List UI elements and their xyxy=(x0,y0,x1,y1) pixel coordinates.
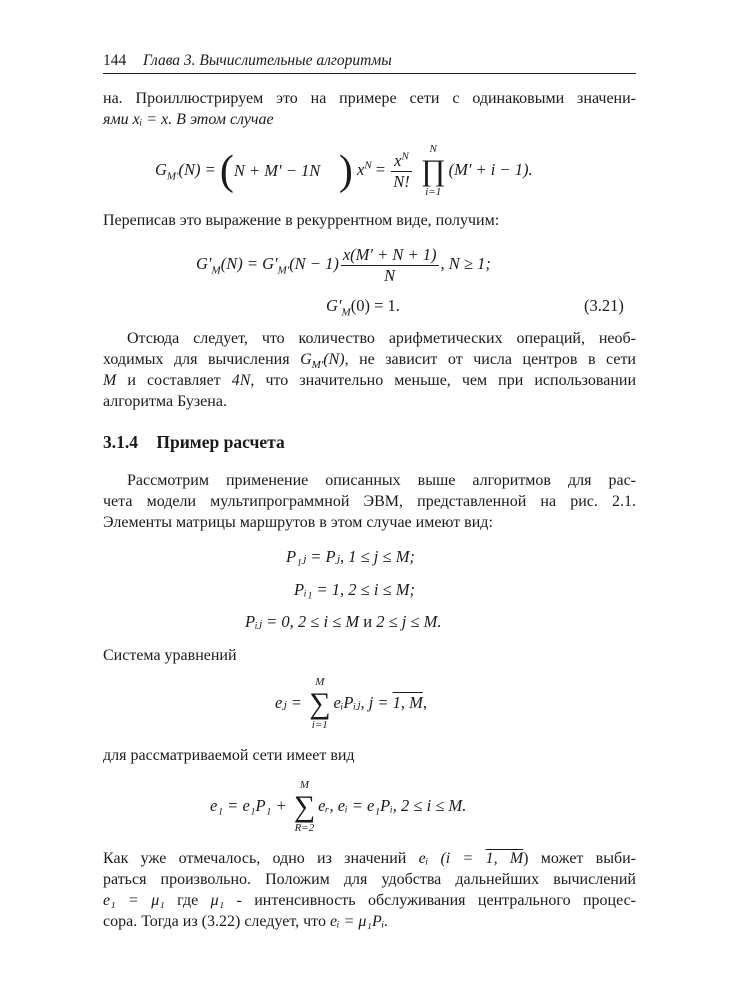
page-number: 144 xyxy=(103,52,127,69)
equation-number: (3.21) xyxy=(584,296,624,315)
fraction xyxy=(341,245,439,286)
math-symbol: G xyxy=(155,160,167,179)
text-line: Система уравнений xyxy=(103,647,237,664)
math-range: 1, M xyxy=(392,693,423,712)
equation-p2: Pᵢ₁ = 1, 2 ≤ i ≤ M; xyxy=(294,580,415,599)
sum-lower: i=1 xyxy=(311,719,328,732)
math-text: e₁ = e₁P₁ + xyxy=(210,796,287,815)
header-rule xyxy=(103,73,636,74)
equation-network xyxy=(210,776,466,836)
math-symbol: M xyxy=(103,372,117,389)
frac-num-sup: N xyxy=(401,150,409,163)
paragraph-conclusion xyxy=(103,328,636,412)
text-line-mixed xyxy=(103,890,636,911)
math-symbol: G′ xyxy=(196,254,212,273)
text-span: - интенсивность обслуживания центрального процес- xyxy=(224,892,636,909)
sum-upper: M xyxy=(315,676,325,689)
frac-den: N xyxy=(384,265,396,285)
math-text: eᵣ, eᵢ = e₁Pᵢ, 2 ≤ i ≤ M. xyxy=(318,796,467,815)
math-symbol: G xyxy=(300,351,312,368)
math-subscript: M′ xyxy=(166,170,179,183)
sum-lower: R=2 xyxy=(294,822,315,835)
text-span: сора. Тогда из (3.22) следует, что xyxy=(103,913,330,930)
text-span: Как уже отмечалось, одно из значений xyxy=(103,850,419,867)
math-text: (0) = 1. xyxy=(350,296,400,315)
math-text: (N) xyxy=(323,351,345,368)
paragraph-recurrent xyxy=(103,210,499,231)
paragraph-intro xyxy=(103,88,636,130)
math-symbol: x xyxy=(357,160,365,179)
left-paren: ( xyxy=(219,148,234,195)
fraction xyxy=(391,151,412,192)
text-line: Рассмотрим применение описанных выше алгоритмов для рас- xyxy=(127,472,636,489)
text-line: Элементы матрицы маршрутов в этом случае имеют вид: xyxy=(103,514,493,531)
text-line: раться произвольно. Положим для удобства дальнейших вычислений xyxy=(103,871,636,888)
equation-recurrence-1 xyxy=(196,242,491,286)
math-text: (M′ + i − 1). xyxy=(448,160,533,179)
text-span: и xyxy=(359,612,377,631)
running-header xyxy=(103,52,636,74)
paragraph-example xyxy=(103,470,636,533)
math-subscript: M′ xyxy=(277,264,290,277)
equation-p3 xyxy=(245,609,442,635)
math-superscript: N xyxy=(364,159,372,172)
text-span: , не зависит от числа центров в сети xyxy=(344,351,636,368)
math-subscript: M xyxy=(211,264,221,277)
text-span: ) может выби- xyxy=(523,850,637,867)
equation-p1: P₁ⱼ = Pⱼ, 1 ≤ j ≤ M; xyxy=(286,547,415,566)
text-line: чета модели мультипрограммной ЭВМ, представленной на рис. 2.1. xyxy=(103,493,636,510)
sum-operator xyxy=(309,676,330,732)
math-text: eᵢ = μ₁Pᵢ. xyxy=(329,913,389,930)
math-subscript: M′ xyxy=(311,359,324,372)
section-title: Пример расчета xyxy=(156,432,285,452)
math-text: , xyxy=(422,693,428,712)
math-text: eᵢPᵢⱼ, j = xyxy=(333,693,389,712)
prod-lower: i=1 xyxy=(425,186,442,199)
math-text: eᵢ (i = xyxy=(418,850,486,867)
math-symbol: G′ xyxy=(326,296,342,315)
sum-symbol: ∑ xyxy=(309,687,331,721)
frac-den: N! xyxy=(393,171,410,191)
equation-recurrence-2 xyxy=(326,294,400,318)
text-line: на. Проиллюстрируем это на примере сети с одинаковыми значени- xyxy=(103,90,636,107)
text-span: , что значительно меньше, чем при использовании xyxy=(250,372,637,389)
paragraph-system xyxy=(103,645,237,666)
section-heading xyxy=(103,432,285,453)
prod-upper: N xyxy=(429,143,437,156)
text-line: Переписав это выражение в рекуррентном виде, получим: xyxy=(103,212,500,229)
sum-operator xyxy=(294,779,315,835)
frac-num: x(M′ + N + 1) xyxy=(342,244,437,264)
text-line: Отсюда следует, что количество арифметических операций, необ- xyxy=(127,330,636,347)
frac-num: x xyxy=(394,150,402,170)
text-line: алгоритма Бузена. xyxy=(103,393,227,410)
equation-system xyxy=(275,673,427,733)
math-text: eⱼ = xyxy=(275,693,302,712)
paragraph-choice xyxy=(103,848,636,932)
sum-symbol: ∑ xyxy=(293,790,316,824)
math-subscript: M xyxy=(341,306,351,319)
chapter-title: Глава 3. Вычислительные алгоритмы xyxy=(143,52,392,69)
product-operator xyxy=(421,143,446,199)
text-line: ями xᵢ = x. В этом случае xyxy=(103,111,274,128)
equation-binomial xyxy=(155,142,533,198)
text-span: ходимых для вычисления xyxy=(103,351,301,368)
math-text: (N) = G′ xyxy=(220,254,278,273)
math-text: 2 ≤ j ≤ M. xyxy=(376,612,442,631)
paragraph-network xyxy=(103,745,355,766)
text-line-mixed xyxy=(103,370,636,391)
text-line-mixed xyxy=(103,913,388,930)
text-line-mixed xyxy=(103,349,636,370)
binom-bottom: N xyxy=(309,161,321,181)
prod-symbol: ∏ xyxy=(420,154,446,188)
math-text: (N) = xyxy=(178,160,216,179)
text-line: для рассматриваемой сети имеет вид xyxy=(103,747,355,764)
equals: = xyxy=(375,160,386,179)
math-range: 1, M xyxy=(485,850,524,867)
binom-top: N + M′ − 1 xyxy=(233,161,310,181)
math-text: Pᵢⱼ = 0, 2 ≤ i ≤ M xyxy=(245,612,360,631)
section-number: 3.1.4 xyxy=(103,432,138,452)
sum-upper: M xyxy=(299,779,309,792)
math-text: , N ≥ 1; xyxy=(440,254,491,273)
text-span: и составляет xyxy=(116,372,232,389)
math-symbol: 4N xyxy=(231,372,251,389)
math-symbol: μ₁ xyxy=(210,892,225,909)
math-text: (N − 1) xyxy=(289,254,339,273)
text-line-mixed xyxy=(103,848,636,869)
math-text: e₁ = μ₁ xyxy=(103,892,165,909)
binomial xyxy=(234,143,339,199)
text-span: где xyxy=(164,892,211,909)
right-paren: ) xyxy=(338,148,353,195)
